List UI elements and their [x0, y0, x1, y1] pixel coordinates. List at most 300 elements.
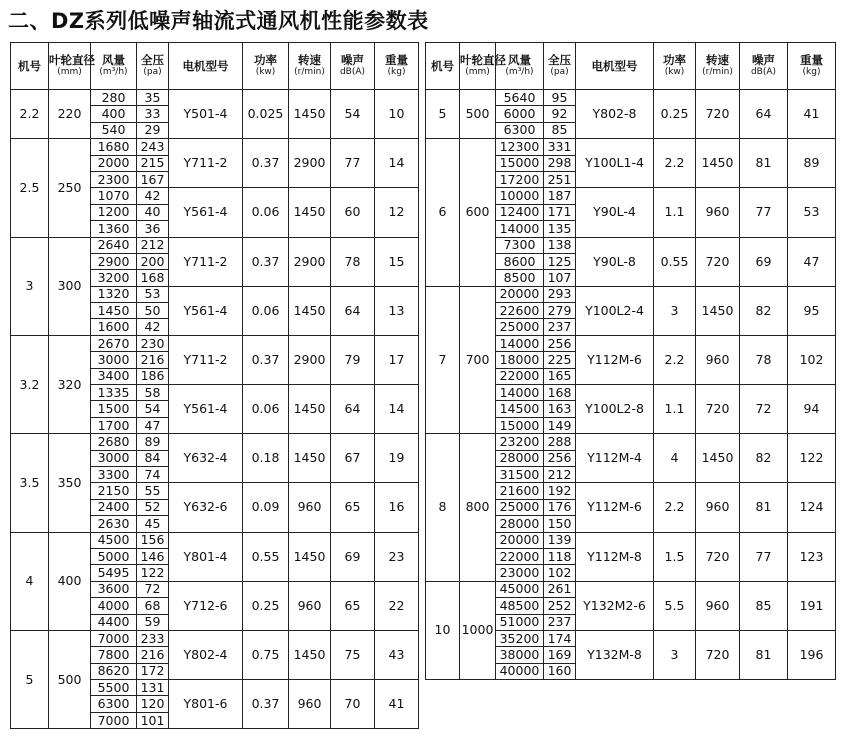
column-header — [11, 43, 49, 90]
column-header — [169, 43, 243, 90]
power-cell: 0.55 — [654, 237, 696, 286]
airflow-cell: 12300 — [496, 139, 544, 155]
total-pressure-cell: 288 — [544, 434, 576, 450]
motor-model-cell: Y100L2-8 — [576, 385, 654, 434]
table-row — [426, 434, 836, 450]
total-pressure-cell: 29 — [137, 122, 169, 138]
airflow-cell: 22000 — [496, 368, 544, 384]
noise-cell: 69 — [331, 532, 375, 581]
total-pressure-cell: 89 — [137, 434, 169, 450]
total-pressure-cell: 279 — [544, 303, 576, 319]
motor-model-cell: Y112M-6 — [576, 483, 654, 532]
airflow-cell: 14500 — [496, 401, 544, 417]
airflow-cell: 23000 — [496, 565, 544, 581]
power-cell: 3 — [654, 630, 696, 679]
power-cell: 0.25 — [654, 90, 696, 139]
speed-cell: 720 — [696, 90, 740, 139]
fan-number-cell: 4 — [11, 532, 49, 630]
motor-model-cell: Y712-6 — [169, 581, 243, 630]
fan-number-cell: 7 — [426, 286, 460, 434]
airflow-cell: 1680 — [91, 139, 137, 155]
airflow-cell: 28000 — [496, 450, 544, 466]
total-pressure-cell: 52 — [137, 499, 169, 515]
total-pressure-cell: 53 — [137, 286, 169, 302]
airflow-cell: 8500 — [496, 270, 544, 286]
airflow-cell: 22000 — [496, 548, 544, 564]
noise-cell: 60 — [331, 188, 375, 237]
speed-cell: 720 — [696, 532, 740, 581]
power-cell: 4 — [654, 434, 696, 483]
airflow-cell: 1360 — [91, 221, 137, 237]
noise-cell: 64 — [331, 286, 375, 335]
total-pressure-cell: 163 — [544, 401, 576, 417]
airflow-cell: 3000 — [91, 352, 137, 368]
column-header-unit: (mm) — [57, 67, 82, 77]
airflow-cell: 5495 — [91, 565, 137, 581]
speed-cell: 1450 — [289, 532, 331, 581]
fan-number-cell: 10 — [426, 581, 460, 679]
total-pressure-cell: 36 — [137, 221, 169, 237]
column-header-label: 转速 — [706, 53, 729, 67]
column-header-label: 噪声 — [341, 53, 364, 67]
weight-cell: 14 — [375, 385, 419, 434]
column-header-label: 功率 — [663, 53, 686, 67]
airflow-cell: 15000 — [496, 417, 544, 433]
total-pressure-cell: 168 — [544, 385, 576, 401]
motor-model-cell: Y801-4 — [169, 532, 243, 581]
weight-cell: 123 — [788, 532, 836, 581]
total-pressure-cell: 298 — [544, 155, 576, 171]
fan-number-cell: 5 — [426, 90, 460, 139]
airflow-cell: 1500 — [91, 401, 137, 417]
motor-model-cell: Y802-8 — [576, 90, 654, 139]
speed-cell: 720 — [696, 237, 740, 286]
column-header — [49, 43, 95, 90]
power-cell: 1.1 — [654, 385, 696, 434]
column-header-label: 重量 — [800, 53, 823, 67]
airflow-cell: 5500 — [91, 680, 137, 696]
total-pressure-cell: 118 — [544, 548, 576, 564]
column-header-label: 噪声 — [752, 53, 775, 67]
total-pressure-cell: 169 — [544, 647, 576, 663]
column-header — [788, 43, 836, 90]
column-header-label: 机号 — [18, 58, 41, 73]
column-header — [375, 43, 419, 90]
motor-model-cell: Y100L2-4 — [576, 286, 654, 335]
motor-model-cell: Y802-4 — [169, 630, 243, 679]
power-cell: 0.06 — [243, 385, 289, 434]
total-pressure-cell: 225 — [544, 352, 576, 368]
total-pressure-cell: 54 — [137, 401, 169, 417]
airflow-cell: 6000 — [496, 106, 544, 122]
total-pressure-cell: 45 — [137, 516, 169, 532]
total-pressure-cell: 92 — [544, 106, 576, 122]
airflow-cell: 7300 — [496, 237, 544, 253]
airflow-cell: 2680 — [91, 434, 137, 450]
total-pressure-cell: 35 — [137, 90, 169, 106]
airflow-cell: 2150 — [91, 483, 137, 499]
total-pressure-cell: 33 — [137, 106, 169, 122]
fan-number-cell: 3.2 — [11, 335, 49, 433]
noise-cell: 81 — [740, 483, 788, 532]
airflow-cell: 3300 — [91, 466, 137, 482]
total-pressure-cell: 101 — [137, 712, 169, 728]
total-pressure-cell: 125 — [544, 253, 576, 269]
airflow-cell: 38000 — [496, 647, 544, 663]
table-body — [11, 90, 419, 729]
power-cell: 0.06 — [243, 286, 289, 335]
fan-number-cell: 5 — [11, 630, 49, 728]
column-header-unit: (pa) — [550, 67, 569, 77]
column-header-unit: (kg) — [387, 67, 406, 77]
airflow-cell: 15000 — [496, 155, 544, 171]
total-pressure-cell: 331 — [544, 139, 576, 155]
column-header-unit: (mm) — [465, 67, 490, 77]
table-row — [11, 630, 419, 646]
total-pressure-cell: 160 — [544, 663, 576, 679]
column-header-unit: (m³/h) — [505, 67, 534, 77]
speed-cell: 960 — [289, 483, 331, 532]
fan-number-cell: 2.5 — [11, 139, 49, 237]
weight-cell: 102 — [788, 335, 836, 384]
speed-cell: 1450 — [289, 286, 331, 335]
speed-cell: 2900 — [289, 237, 331, 286]
noise-cell: 65 — [331, 581, 375, 630]
power-cell: 0.37 — [243, 335, 289, 384]
airflow-cell: 2670 — [91, 335, 137, 351]
airflow-cell: 1070 — [91, 188, 137, 204]
column-header — [544, 43, 576, 90]
column-header-label: 风量 — [102, 53, 125, 67]
noise-cell: 67 — [331, 434, 375, 483]
fan-number-cell: 3 — [11, 237, 49, 335]
weight-cell: 43 — [375, 630, 419, 679]
total-pressure-cell: 102 — [544, 565, 576, 581]
airflow-cell: 2300 — [91, 171, 137, 187]
total-pressure-cell: 243 — [137, 139, 169, 155]
total-pressure-cell: 42 — [137, 319, 169, 335]
airflow-cell: 4500 — [91, 532, 137, 548]
impeller-diameter-cell: 320 — [49, 335, 91, 433]
airflow-cell: 280 — [91, 90, 137, 106]
noise-cell: 54 — [331, 90, 375, 139]
total-pressure-cell: 107 — [544, 270, 576, 286]
airflow-cell: 20000 — [496, 532, 544, 548]
total-pressure-cell: 230 — [137, 335, 169, 351]
column-header — [576, 43, 654, 90]
total-pressure-cell: 74 — [137, 466, 169, 482]
airflow-cell: 6300 — [496, 122, 544, 138]
total-pressure-cell: 42 — [137, 188, 169, 204]
total-pressure-cell: 138 — [544, 237, 576, 253]
weight-cell: 19 — [375, 434, 419, 483]
motor-model-cell: Y561-4 — [169, 286, 243, 335]
noise-cell: 78 — [331, 237, 375, 286]
total-pressure-cell: 200 — [137, 253, 169, 269]
airflow-cell: 8600 — [496, 253, 544, 269]
motor-model-cell: Y801-6 — [169, 680, 243, 729]
total-pressure-cell: 50 — [137, 303, 169, 319]
column-header — [331, 43, 375, 90]
airflow-cell: 1600 — [91, 319, 137, 335]
column-header — [426, 43, 460, 90]
airflow-cell: 7000 — [91, 630, 137, 646]
total-pressure-cell: 293 — [544, 286, 576, 302]
power-cell: 2.2 — [654, 335, 696, 384]
total-pressure-cell: 84 — [137, 450, 169, 466]
total-pressure-cell: 47 — [137, 417, 169, 433]
weight-cell: 89 — [788, 139, 836, 188]
power-cell: 0.06 — [243, 188, 289, 237]
motor-model-cell: Y112M-6 — [576, 335, 654, 384]
airflow-cell: 23200 — [496, 434, 544, 450]
motor-model-cell: Y100L1-4 — [576, 139, 654, 188]
total-pressure-cell: 186 — [137, 368, 169, 384]
airflow-cell: 3600 — [91, 581, 137, 597]
speed-cell: 1450 — [289, 188, 331, 237]
column-header-unit: (pa) — [143, 67, 162, 77]
table-row — [11, 237, 419, 253]
power-cell: 0.37 — [243, 139, 289, 188]
impeller-diameter-cell: 700 — [460, 286, 496, 434]
power-cell: 0.25 — [243, 581, 289, 630]
noise-cell: 82 — [740, 434, 788, 483]
airflow-cell: 25000 — [496, 319, 544, 335]
column-header-label: 电机型号 — [591, 58, 638, 73]
impeller-diameter-cell: 500 — [460, 90, 496, 139]
total-pressure-cell: 156 — [137, 532, 169, 548]
airflow-cell: 2400 — [91, 499, 137, 515]
column-header-unit: (m³/h) — [99, 67, 128, 77]
power-cell: 0.37 — [243, 680, 289, 729]
impeller-diameter-cell: 220 — [49, 90, 91, 139]
motor-model-cell: Y561-4 — [169, 188, 243, 237]
airflow-cell: 6300 — [91, 696, 137, 712]
noise-cell: 70 — [331, 680, 375, 729]
speed-cell: 960 — [696, 335, 740, 384]
impeller-diameter-cell: 800 — [460, 434, 496, 582]
noise-cell: 64 — [331, 385, 375, 434]
total-pressure-cell: 55 — [137, 483, 169, 499]
airflow-cell: 3000 — [91, 450, 137, 466]
table-header — [426, 43, 836, 90]
total-pressure-cell: 237 — [544, 614, 576, 630]
airflow-cell: 4400 — [91, 614, 137, 630]
column-header-label: 转速 — [298, 53, 321, 67]
table-row — [426, 90, 836, 106]
fan-number-cell: 6 — [426, 139, 460, 287]
impeller-diameter-cell: 1000 — [460, 581, 496, 679]
table-row — [11, 434, 419, 450]
column-header-label: 叶轮直径 — [49, 53, 95, 67]
total-pressure-cell: 165 — [544, 368, 576, 384]
column-header-unit: (kw) — [255, 67, 276, 77]
weight-cell: 196 — [788, 630, 836, 679]
total-pressure-cell: 251 — [544, 171, 576, 187]
total-pressure-cell: 135 — [544, 221, 576, 237]
impeller-diameter-cell: 400 — [49, 532, 91, 630]
airflow-cell: 2640 — [91, 237, 137, 253]
airflow-cell: 28000 — [496, 516, 544, 532]
motor-model-cell: Y132M2-6 — [576, 581, 654, 630]
total-pressure-cell: 120 — [137, 696, 169, 712]
column-header — [696, 43, 740, 90]
weight-cell: 10 — [375, 90, 419, 139]
weight-cell: 53 — [788, 188, 836, 237]
airflow-cell: 1200 — [91, 204, 137, 220]
weight-cell: 94 — [788, 385, 836, 434]
noise-cell: 69 — [740, 237, 788, 286]
airflow-cell: 7800 — [91, 647, 137, 663]
airflow-cell: 540 — [91, 122, 137, 138]
noise-cell: 65 — [331, 483, 375, 532]
power-cell: 0.37 — [243, 237, 289, 286]
airflow-cell: 2000 — [91, 155, 137, 171]
column-header-label: 机号 — [431, 58, 454, 73]
impeller-diameter-cell: 250 — [49, 139, 91, 237]
column-header-label: 全压 — [141, 53, 164, 67]
weight-cell: 122 — [788, 434, 836, 483]
speed-cell: 2900 — [289, 139, 331, 188]
airflow-cell: 20000 — [496, 286, 544, 302]
power-cell: 5.5 — [654, 581, 696, 630]
speed-cell: 1450 — [696, 434, 740, 483]
airflow-cell: 35200 — [496, 630, 544, 646]
noise-cell: 81 — [740, 139, 788, 188]
airflow-cell: 51000 — [496, 614, 544, 630]
airflow-cell: 4000 — [91, 598, 137, 614]
total-pressure-cell: 40 — [137, 204, 169, 220]
column-header-unit: dB(A) — [339, 67, 366, 77]
motor-model-cell: Y632-6 — [169, 483, 243, 532]
speed-cell: 1450 — [289, 630, 331, 679]
power-cell: 0.025 — [243, 90, 289, 139]
column-header-unit: (r/min) — [702, 67, 733, 77]
airflow-cell: 45000 — [496, 581, 544, 597]
airflow-cell: 2900 — [91, 253, 137, 269]
noise-cell: 72 — [740, 385, 788, 434]
speed-cell: 960 — [696, 581, 740, 630]
speed-cell: 960 — [289, 581, 331, 630]
impeller-diameter-cell: 600 — [460, 139, 496, 287]
total-pressure-cell: 68 — [137, 598, 169, 614]
motor-model-cell: Y711-2 — [169, 139, 243, 188]
weight-cell: 12 — [375, 188, 419, 237]
speed-cell: 2900 — [289, 335, 331, 384]
airflow-cell: 1335 — [91, 385, 137, 401]
total-pressure-cell: 176 — [544, 499, 576, 515]
motor-model-cell: Y90L-4 — [576, 188, 654, 237]
total-pressure-cell: 216 — [137, 352, 169, 368]
speed-cell: 720 — [696, 630, 740, 679]
speed-cell: 960 — [696, 483, 740, 532]
total-pressure-cell: 192 — [544, 483, 576, 499]
speed-cell: 1450 — [696, 286, 740, 335]
noise-cell: 77 — [740, 188, 788, 237]
table-row — [11, 90, 419, 106]
airflow-cell: 400 — [91, 106, 137, 122]
power-cell: 0.55 — [243, 532, 289, 581]
total-pressure-cell: 139 — [544, 532, 576, 548]
total-pressure-cell: 85 — [544, 122, 576, 138]
total-pressure-cell: 252 — [544, 598, 576, 614]
total-pressure-cell: 172 — [137, 663, 169, 679]
weight-cell: 41 — [375, 680, 419, 729]
table-row — [11, 532, 419, 548]
noise-cell: 82 — [740, 286, 788, 335]
column-header-label: 风量 — [508, 53, 531, 67]
weight-cell: 23 — [375, 532, 419, 581]
airflow-cell: 3400 — [91, 368, 137, 384]
column-header-unit: (kg) — [802, 67, 821, 77]
airflow-cell: 1450 — [91, 303, 137, 319]
airflow-cell: 14000 — [496, 221, 544, 237]
column-header — [243, 43, 289, 90]
airflow-cell: 5640 — [496, 90, 544, 106]
power-cell: 2.2 — [654, 139, 696, 188]
airflow-cell: 31500 — [496, 466, 544, 482]
total-pressure-cell: 261 — [544, 581, 576, 597]
power-cell: 2.2 — [654, 483, 696, 532]
table-row — [11, 335, 419, 351]
motor-model-cell: Y711-2 — [169, 237, 243, 286]
column-header-label: 重量 — [385, 53, 408, 67]
motor-model-cell: Y132M-8 — [576, 630, 654, 679]
airflow-cell: 18000 — [496, 352, 544, 368]
total-pressure-cell: 256 — [544, 335, 576, 351]
table-header — [11, 43, 419, 90]
table-row — [426, 139, 836, 155]
airflow-cell: 14000 — [496, 385, 544, 401]
total-pressure-cell: 212 — [137, 237, 169, 253]
weight-cell: 191 — [788, 581, 836, 630]
total-pressure-cell: 187 — [544, 188, 576, 204]
column-header-label: 叶轮直径 — [460, 53, 506, 67]
weight-cell: 95 — [788, 286, 836, 335]
power-cell: 0.75 — [243, 630, 289, 679]
weight-cell: 22 — [375, 581, 419, 630]
weight-cell: 16 — [375, 483, 419, 532]
power-cell: 0.09 — [243, 483, 289, 532]
airflow-cell: 2630 — [91, 516, 137, 532]
total-pressure-cell: 58 — [137, 385, 169, 401]
weight-cell: 124 — [788, 483, 836, 532]
impeller-diameter-cell: 500 — [49, 630, 91, 728]
column-header — [460, 43, 506, 90]
fan-spec-table-left — [10, 42, 419, 729]
weight-cell: 13 — [375, 286, 419, 335]
column-header — [740, 43, 788, 90]
airflow-cell: 48500 — [496, 598, 544, 614]
fan-number-cell: 2.2 — [11, 90, 49, 139]
column-header-label: 全压 — [548, 53, 571, 67]
airflow-cell: 8620 — [91, 663, 137, 679]
noise-cell: 78 — [740, 335, 788, 384]
noise-cell: 85 — [740, 581, 788, 630]
total-pressure-cell: 256 — [544, 450, 576, 466]
motor-model-cell: Y112M-8 — [576, 532, 654, 581]
speed-cell: 720 — [696, 385, 740, 434]
column-header — [91, 43, 137, 90]
total-pressure-cell: 59 — [137, 614, 169, 630]
speed-cell: 1450 — [696, 139, 740, 188]
power-cell: 0.18 — [243, 434, 289, 483]
column-header — [654, 43, 696, 90]
airflow-cell: 1700 — [91, 417, 137, 433]
weight-cell: 15 — [375, 237, 419, 286]
noise-cell: 79 — [331, 335, 375, 384]
impeller-diameter-cell: 300 — [49, 237, 91, 335]
